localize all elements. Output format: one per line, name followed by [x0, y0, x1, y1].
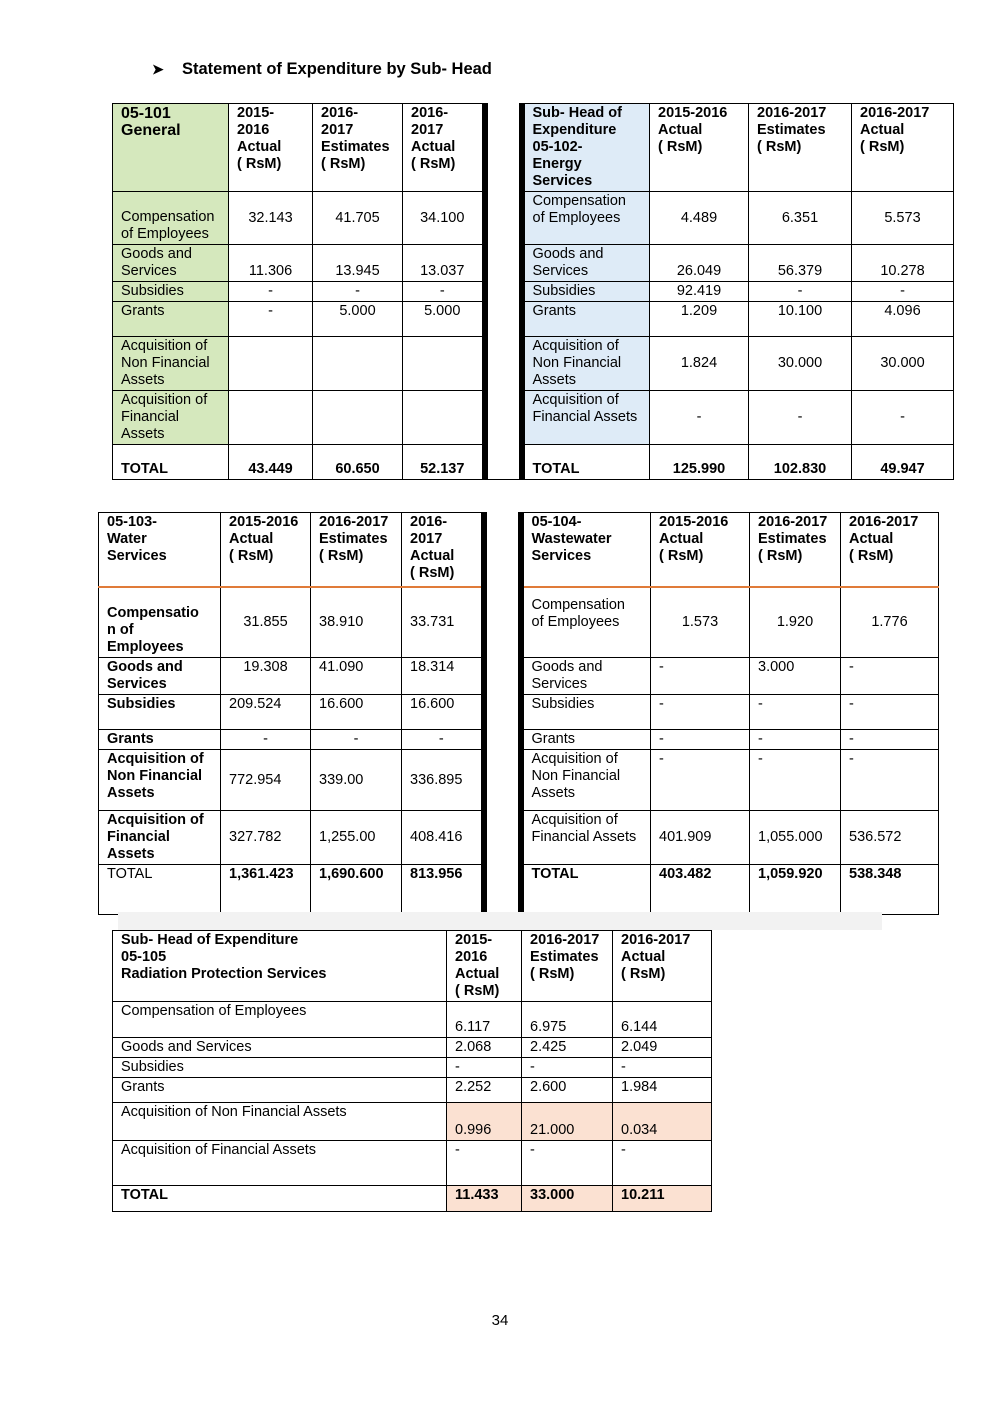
row-label: Grants — [521, 730, 651, 750]
value-cell: 52.137 — [403, 445, 485, 480]
row-label: Compensation of Employees — [113, 192, 229, 245]
table-row — [99, 587, 939, 658]
row-label: Acquisition of Financial Assets — [113, 1141, 447, 1186]
table-row — [99, 750, 939, 811]
row-label: Subsidies — [113, 282, 229, 302]
heading-text: Statement of Expenditure by Sub- Head — [182, 60, 492, 78]
value-cell: 21.000 — [522, 1103, 613, 1141]
value-cell: 336.895 — [402, 750, 484, 811]
table-header-row — [113, 104, 954, 192]
row-label: Acquisition of Non Financial Assets — [113, 337, 229, 391]
value-cell: 56.379 — [749, 245, 852, 282]
row-label: Acquisition of Financial Assets — [99, 811, 221, 865]
value-cell: - — [841, 695, 939, 730]
row-label: Subsidies — [99, 695, 221, 730]
row-label: Compensation of Employees — [521, 587, 651, 658]
header-cell: 2016-2017 Actual ( RsM) — [841, 513, 939, 587]
row-label: TOTAL — [113, 1186, 447, 1212]
table-total-row — [113, 445, 954, 480]
header-cell: 2016-2017 Actual ( RsM) — [852, 104, 954, 192]
value-cell: 31.855 — [221, 587, 311, 658]
value-cell: 33.731 — [402, 587, 484, 658]
value-cell: 5.000 — [403, 302, 485, 337]
page-number: 34 — [491, 1312, 509, 1329]
table-row — [99, 658, 939, 695]
value-cell: 1,059.920 — [750, 865, 841, 915]
value-cell: 772.954 — [221, 750, 311, 811]
value-cell: - — [522, 1141, 613, 1186]
value-cell: - — [613, 1141, 712, 1186]
value-cell: 49.947 — [852, 445, 954, 480]
table-row — [113, 1078, 712, 1103]
row-label: Goods and Services — [113, 245, 229, 282]
value-cell: - — [447, 1058, 522, 1078]
value-cell: - — [852, 391, 954, 445]
row-label: Compensation of Employees — [113, 1002, 447, 1038]
row-label: Subsidies — [113, 1058, 447, 1078]
table-row — [113, 192, 954, 245]
divider — [485, 104, 522, 192]
row-label: Compensatio n of Employees — [99, 587, 221, 658]
value-cell: 327.782 — [221, 811, 311, 865]
value-cell: - — [651, 750, 750, 811]
row-label: Grants — [522, 302, 650, 337]
header-cell: 2016-2017 Estimates ( RsM) — [749, 104, 852, 192]
value-cell: 30.000 — [749, 337, 852, 391]
value-cell: 2.049 — [613, 1038, 712, 1058]
value-cell: 3.000 — [750, 658, 841, 695]
value-cell: 209.524 — [221, 695, 311, 730]
header-cell: 2016- 2017 Estimates ( RsM) — [313, 104, 403, 192]
value-cell: 2.600 — [522, 1078, 613, 1103]
arrow-bullet-icon: ➤ — [152, 61, 164, 77]
value-cell: 1,255.00 — [311, 811, 402, 865]
table-general-energy — [112, 103, 954, 480]
header-cell: 05-101 General — [113, 104, 229, 192]
value-cell: - — [650, 391, 749, 445]
value-cell: 1.776 — [841, 587, 939, 658]
value-cell — [229, 391, 313, 445]
row-label: Acquisition of Non Financial Assets — [522, 337, 650, 391]
value-cell: 92.419 — [650, 282, 749, 302]
value-cell: - — [313, 282, 403, 302]
value-cell: - — [447, 1141, 522, 1186]
value-cell: 0.034 — [613, 1103, 712, 1141]
value-cell: 1.984 — [613, 1078, 712, 1103]
value-cell: 2.425 — [522, 1038, 613, 1058]
table-water-wastewater — [98, 512, 939, 915]
value-cell: 408.416 — [402, 811, 484, 865]
value-cell: 2.252 — [447, 1078, 522, 1103]
value-cell: - — [403, 282, 485, 302]
value-cell: 41.705 — [313, 192, 403, 245]
divider — [484, 865, 521, 915]
value-cell: 536.572 — [841, 811, 939, 865]
value-cell: 401.909 — [651, 811, 750, 865]
table-row — [99, 695, 939, 730]
divider — [485, 445, 522, 480]
header-cell: Sub- Head of Expenditure 05-105 Radiation Protection Services — [113, 931, 447, 1002]
value-cell: 60.650 — [313, 445, 403, 480]
table-row — [99, 811, 939, 865]
header-cell: 2016-2017 Actual ( RsM) — [613, 931, 712, 1002]
table-row — [99, 730, 939, 750]
divider — [485, 192, 522, 245]
divider — [484, 811, 521, 865]
header-cell: 2016-2017 Estimates ( RsM) — [750, 513, 841, 587]
value-cell: - — [750, 750, 841, 811]
header-cell: 2016-2017 Estimates ( RsM) — [311, 513, 402, 587]
value-cell: 1,690.600 — [311, 865, 402, 915]
value-cell: - — [651, 658, 750, 695]
row-label: Goods and Services — [113, 1038, 447, 1058]
value-cell: 11.306 — [229, 245, 313, 282]
header-cell: 05-104- Wastewater Services — [521, 513, 651, 587]
value-cell — [403, 337, 485, 391]
value-cell: 34.100 — [403, 192, 485, 245]
value-cell: 125.990 — [650, 445, 749, 480]
value-cell: - — [749, 282, 852, 302]
value-cell: 1,055.000 — [750, 811, 841, 865]
value-cell: - — [841, 658, 939, 695]
divider — [485, 391, 522, 445]
header-cell: 2015-2016 Actual ( RsM) — [221, 513, 311, 587]
value-cell: - — [221, 730, 311, 750]
value-cell: 19.308 — [221, 658, 311, 695]
value-cell: 10.278 — [852, 245, 954, 282]
value-cell: 13.037 — [403, 245, 485, 282]
table-total-row — [113, 1186, 712, 1212]
table-row — [113, 391, 954, 445]
row-label: Acquisition of Non Financial Assets — [113, 1103, 447, 1141]
row-label: Grants — [113, 1078, 447, 1103]
row-label: Acquisition of Financial Assets — [113, 391, 229, 445]
gray-band — [118, 912, 882, 930]
row-label: Acquisition of Financial Assets — [522, 391, 650, 445]
row-label: Acquisition of Non Financial Assets — [521, 750, 651, 811]
value-cell: 38.910 — [311, 587, 402, 658]
header-cell: 2016- 2017 Actual ( RsM) — [402, 513, 484, 587]
row-label: TOTAL — [113, 445, 229, 480]
value-cell: - — [841, 730, 939, 750]
value-cell: 2.068 — [447, 1038, 522, 1058]
value-cell: 1.209 — [650, 302, 749, 337]
value-cell: 10.211 — [613, 1186, 712, 1212]
divider — [484, 750, 521, 811]
value-cell: 26.049 — [650, 245, 749, 282]
header-cell: 2015- 2016 Actual ( RsM) — [229, 104, 313, 192]
row-label: Grants — [113, 302, 229, 337]
row-label: TOTAL — [521, 865, 651, 915]
value-cell: 102.830 — [749, 445, 852, 480]
row-label: Goods and Services — [99, 658, 221, 695]
value-cell: 1.573 — [651, 587, 750, 658]
divider — [484, 587, 521, 658]
value-cell: - — [651, 695, 750, 730]
table-header-row — [99, 513, 939, 587]
value-cell: 30.000 — [852, 337, 954, 391]
section-heading — [152, 60, 492, 79]
value-cell: - — [841, 750, 939, 811]
table-row — [113, 337, 954, 391]
row-label: Compensation of Employees — [522, 192, 650, 245]
table-row — [113, 1141, 712, 1186]
value-cell: - — [613, 1058, 712, 1078]
table-row — [113, 282, 954, 302]
table-row — [113, 1002, 712, 1038]
row-label: Subsidies — [521, 695, 651, 730]
value-cell: - — [402, 730, 484, 750]
value-cell: 1.824 — [650, 337, 749, 391]
value-cell: - — [651, 730, 750, 750]
value-cell: 33.000 — [522, 1186, 613, 1212]
table-header-row — [113, 931, 712, 1002]
value-cell — [313, 391, 403, 445]
divider — [484, 658, 521, 695]
divider — [485, 245, 522, 282]
value-cell: 16.600 — [402, 695, 484, 730]
divider — [485, 302, 522, 337]
header-cell: 2015- 2016 Actual ( RsM) — [447, 931, 522, 1002]
value-cell: - — [522, 1058, 613, 1078]
value-cell: 0.996 — [447, 1103, 522, 1141]
value-cell: 10.100 — [749, 302, 852, 337]
header-cell: 05-103- Water Services — [99, 513, 221, 587]
table-row — [113, 1103, 712, 1141]
value-cell: 5.000 — [313, 302, 403, 337]
row-label: Goods and Services — [521, 658, 651, 695]
value-cell: 6.117 — [447, 1002, 522, 1038]
value-cell: 538.348 — [841, 865, 939, 915]
value-cell: 43.449 — [229, 445, 313, 480]
divider — [485, 282, 522, 302]
header-cell: 2016-2017 Estimates ( RsM) — [522, 931, 613, 1002]
value-cell: 41.090 — [311, 658, 402, 695]
divider — [484, 695, 521, 730]
value-cell: - — [750, 695, 841, 730]
row-label: Subsidies — [522, 282, 650, 302]
row-label: Grants — [99, 730, 221, 750]
value-cell: - — [852, 282, 954, 302]
value-cell: - — [229, 282, 313, 302]
value-cell: 813.956 — [402, 865, 484, 915]
row-label: TOTAL — [99, 865, 221, 915]
value-cell: 6.975 — [522, 1002, 613, 1038]
value-cell: - — [749, 391, 852, 445]
value-cell: 6.351 — [749, 192, 852, 245]
value-cell — [313, 337, 403, 391]
table-row — [113, 1058, 712, 1078]
header-cell: 2015-2016 Actual ( RsM) — [651, 513, 750, 587]
row-label: TOTAL — [522, 445, 650, 480]
value-cell: 4.489 — [650, 192, 749, 245]
value-cell: 4.096 — [852, 302, 954, 337]
value-cell: 32.143 — [229, 192, 313, 245]
value-cell — [229, 337, 313, 391]
value-cell: 16.600 — [311, 695, 402, 730]
value-cell: 5.573 — [852, 192, 954, 245]
row-label: Goods and Services — [522, 245, 650, 282]
divider — [484, 513, 521, 587]
value-cell: 13.945 — [313, 245, 403, 282]
value-cell — [403, 391, 485, 445]
value-cell: 6.144 — [613, 1002, 712, 1038]
row-label: Acquisition of Non Financial Assets — [99, 750, 221, 811]
table-row — [113, 302, 954, 337]
value-cell: 1,361.423 — [221, 865, 311, 915]
divider — [485, 337, 522, 391]
row-label: Acquisition of Financial Assets — [521, 811, 651, 865]
value-cell: - — [229, 302, 313, 337]
table-row — [113, 245, 954, 282]
table-total-row — [99, 865, 939, 915]
value-cell: 403.482 — [651, 865, 750, 915]
value-cell: 18.314 — [402, 658, 484, 695]
value-cell: - — [311, 730, 402, 750]
header-cell: 2015-2016 Actual ( RsM) — [650, 104, 749, 192]
value-cell: 1.920 — [750, 587, 841, 658]
value-cell: 11.433 — [447, 1186, 522, 1212]
table-radiation-protection — [112, 930, 712, 1212]
divider — [484, 730, 521, 750]
value-cell: - — [750, 730, 841, 750]
header-cell: 2016- 2017 Actual ( RsM) — [403, 104, 485, 192]
value-cell: 339.00 — [311, 750, 402, 811]
header-cell: Sub- Head of Expenditure 05-102- Energy Services — [522, 104, 650, 192]
table-row — [113, 1038, 712, 1058]
